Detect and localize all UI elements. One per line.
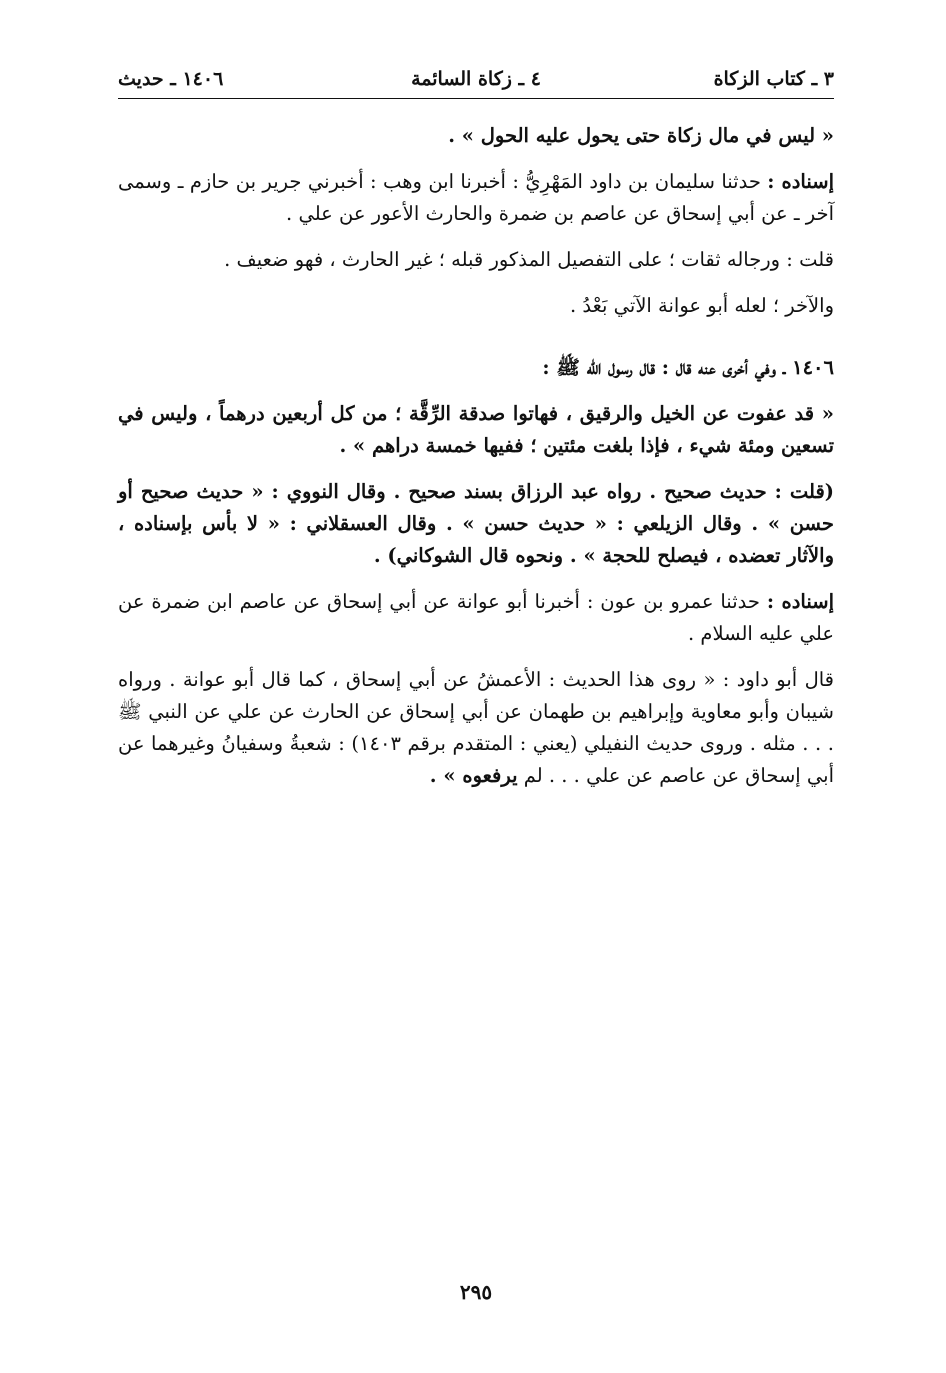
page-body <box>118 120 834 805</box>
hadith-heading: ١٤٠٦ ـ وفي أخرى عنه قال : قال رسول الله ﷺ : <box>542 355 834 379</box>
page-number: ٢٩٥ <box>459 1280 493 1304</box>
document-page <box>118 60 834 1360</box>
running-header <box>118 60 834 99</box>
isnad-paragraph <box>118 166 834 230</box>
hadith-quote: « قد عفوت عن الخيل والرقيق ، فهاتوا صدقة الرِّقَّة ؛ من كل أربعين درهماً ، وليس في تسعين ومئة شيء ، فإذا بلغت مئتين ؛ ففيها خمسة دراهم » . <box>118 401 834 457</box>
hadith-quote: « ليس في مال زكاة حتى يحول عليه الحول » . <box>448 124 834 147</box>
commentary-end: يرفعوه » . <box>429 763 518 787</box>
isnad-label: إسناده : <box>766 589 834 613</box>
note-paragraph: قلت : ورجاله ثقات ؛ على التفصيل المذكور قبله ؛ غير الحارث ، فهو ضعيف . <box>224 247 834 271</box>
header-chapter-title: ٤ ـ زكاة السائمة <box>411 68 541 90</box>
commentary-paragraph <box>118 664 834 792</box>
grading-paragraph: (قلت : حديث صحيح . رواه عبد الرزاق بسند صحيح . وقال النووي : « حديث صحيح أو حسن » . وقال الزيلعي : « حديث حسن » . وقال العسقلاني : « لا بأس بإسناده ، والآثار تعضده ، فيصلح للحجة » . ونحوه قال الشوكاني) . <box>118 479 834 567</box>
commentary-text: قال أبو داود : « روى هذا الحديث : الأعمشُ عن أبي إسحاق ، كما قال أبو عوانة . ورواه شيبان وأبو معاوية وإبراهيم بن طهمان عن أبي إسحاق عن الحارث عن علي عن النبي ﷺ . . . مثله . وروى حديث النفيلي (يعني : المتقدم برقم ١٤٠٣) : شعبةُ وسفيانُ وغيرهما عن أبي إسحاق عن عاصم عن علي . . . لم <box>118 667 834 787</box>
isnad-label: إسناده : <box>767 169 834 193</box>
header-book-title: ٣ ـ كتاب الزكاة <box>713 68 834 90</box>
isnad-paragraph <box>118 586 834 650</box>
isnad-text: حدثنا سليمان بن داود المَهْرِيُّ : أخبرنا ابن وهب : أخبرني جرير بن حازم ـ وسمى آخر ـ عن أبي إسحاق عن عاصم بن ضمرة والحارث الأعور عن علي . <box>118 169 834 225</box>
isnad-text: حدثنا عمرو بن عون : أخبرنا أبو عوانة عن أبي إسحاق عن عاصم ابن ضمرة عن علي عليه السلام . <box>118 589 834 645</box>
note-paragraph: والآخر ؛ لعله أبو عوانة الآتي بَعْدُ . <box>569 293 834 317</box>
header-hadith-number: ١٤٠٦ ـ حديث <box>118 68 224 90</box>
